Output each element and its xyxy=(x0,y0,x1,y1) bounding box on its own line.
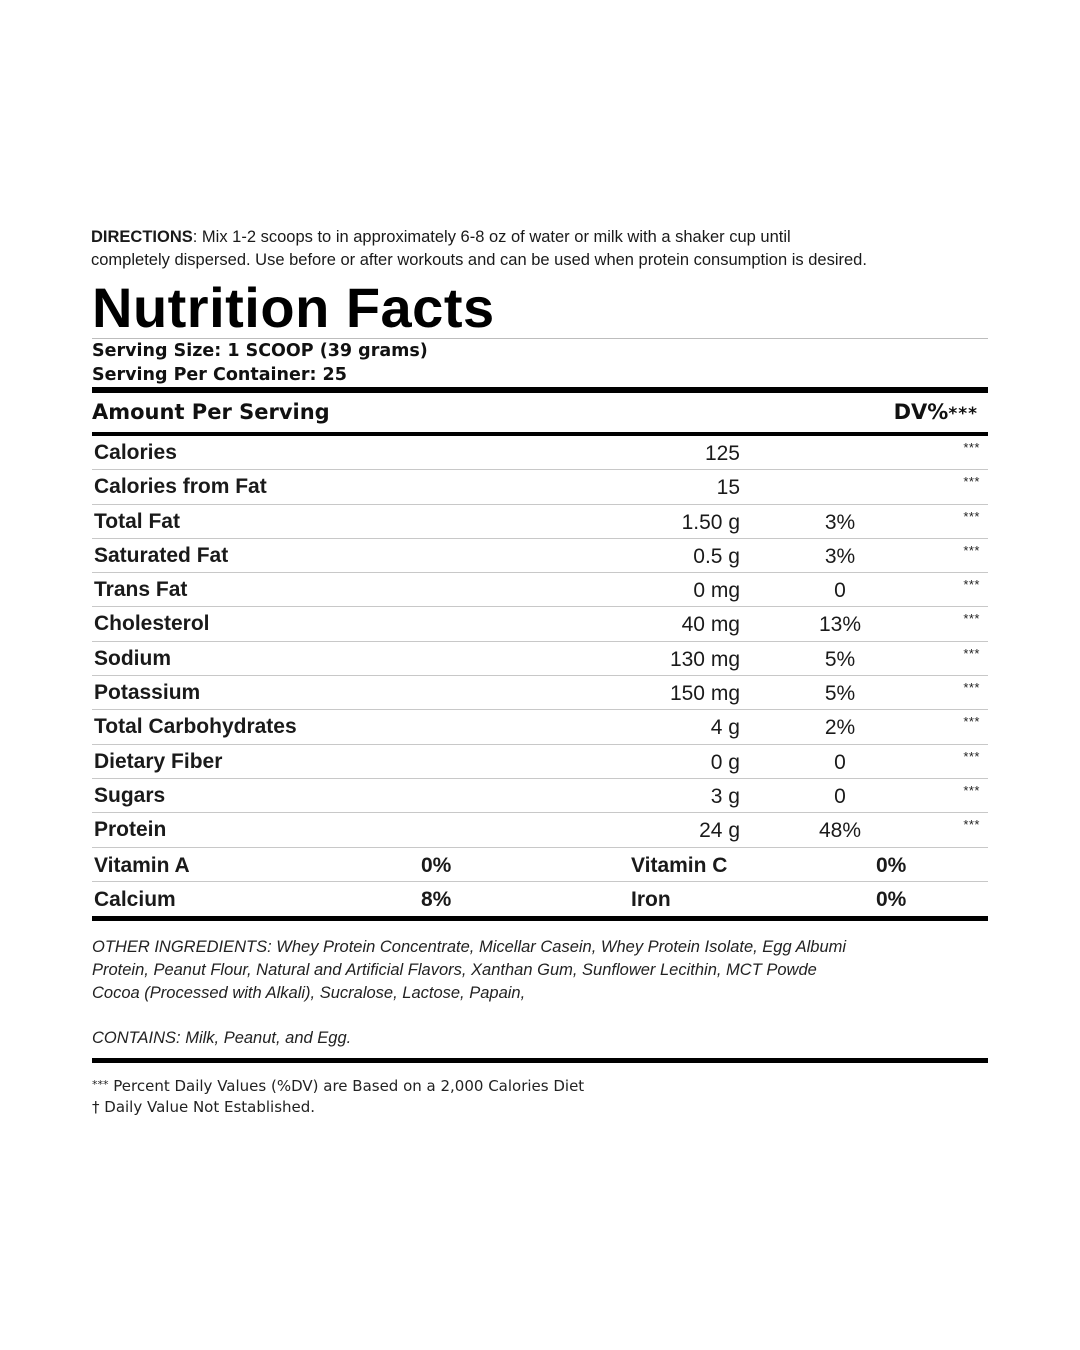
nutrient-name: Sugars xyxy=(94,783,166,807)
contains-allergens: CONTAINS: Milk, Peanut, and Egg. xyxy=(92,1028,352,1047)
dv-header xyxy=(894,400,978,424)
vitamin-left-name: Vitamin A xyxy=(94,853,190,877)
nutrient-name: Protein xyxy=(94,818,167,842)
nutrient-name: Sodium xyxy=(94,646,171,670)
nutrient-row xyxy=(92,505,988,539)
vitamin-row xyxy=(92,882,988,916)
nutrient-name: Cholesterol xyxy=(94,612,210,636)
nutrient-dv-note: *** xyxy=(963,542,980,558)
nutrient-dv: 0 xyxy=(834,784,846,808)
dv-footnote-stars: *** xyxy=(92,1077,109,1091)
nutrient-dv-note: *** xyxy=(963,748,980,764)
vitamin-row xyxy=(92,848,988,883)
nutrient-dv: 48% xyxy=(818,819,862,843)
supplement-label xyxy=(92,226,988,1118)
nutrient-amount: 0.5 g xyxy=(693,544,740,568)
nutrient-dv-note: *** xyxy=(963,577,980,593)
nutrient-amount: 0 g xyxy=(710,750,740,774)
nutrient-name: Calories from Fat xyxy=(94,475,267,499)
ingredients-line2: Protein, Peanut Flour, Natural and Artificial Flavors, Xanthan Gum, Sunflower Lecithin, MCT Powde xyxy=(92,960,817,979)
amount-per-serving-label: Amount Per Serving xyxy=(92,400,330,424)
nutrient-row xyxy=(92,470,988,504)
serving-size: Serving Size: 1 SCOOP (39 grams) xyxy=(92,341,428,361)
nutrient-name: Saturated Fat xyxy=(94,543,229,567)
nutrient-row xyxy=(92,676,988,710)
nutrient-dv-note: *** xyxy=(963,645,980,661)
vitamin-right-value: 0% xyxy=(876,853,907,877)
directions-line1: : Mix 1-2 scoops to in approximately 6-8 oz of water or milk with a shaker cup until xyxy=(192,228,791,246)
nutrient-amount: 130 mg xyxy=(669,647,740,671)
nutrient-amount: 3 g xyxy=(710,784,740,808)
directions-label: DIRECTIONS xyxy=(91,228,193,246)
nutrient-amount: 1.50 g xyxy=(681,510,740,534)
dv-header-label: DV% xyxy=(893,400,949,424)
nutrient-dv: 13% xyxy=(818,613,862,637)
nutrient-dv: 3% xyxy=(824,510,856,534)
thick-divider-bottom xyxy=(92,916,988,921)
dagger-footnote: † Daily Value Not Established. xyxy=(92,1097,316,1116)
dv-footnote-text: Percent Daily Values (%DV) are Based on a 2,000 Calories Diet xyxy=(108,1076,585,1095)
nutrient-row xyxy=(92,642,988,676)
nutrient-dv-note: *** xyxy=(963,440,980,455)
nutrient-dv-note: *** xyxy=(963,680,980,696)
nutrient-dv-note: *** xyxy=(963,714,980,730)
nutrient-amount: 125 xyxy=(704,442,740,465)
nutrient-name: Calories xyxy=(94,441,177,464)
nutrient-table xyxy=(92,436,988,848)
footnotes xyxy=(92,1074,988,1118)
vitamin-left-name: Calcium xyxy=(94,888,176,912)
nutrient-amount: 0 mg xyxy=(693,579,740,603)
nutrient-amount: 15 xyxy=(716,476,740,500)
nutrient-name: Potassium xyxy=(94,681,201,705)
ingredients-line3: Cocoa (Processed with Alkali), Sucralose, Lactose, Papain, xyxy=(92,983,526,1002)
nutrient-row xyxy=(92,710,988,744)
nutrient-row xyxy=(92,745,988,779)
amount-per-serving-header xyxy=(92,393,988,432)
vitamin-left-value: 0% xyxy=(421,853,452,877)
other-ingredients xyxy=(92,936,988,1005)
nutrient-dv-note: *** xyxy=(963,611,980,627)
nutrient-row xyxy=(92,779,988,813)
nutrient-row xyxy=(92,436,988,470)
nutrient-amount: 40 mg xyxy=(681,613,740,637)
directions-line2: completely dispersed. Use before or after workouts and can be used when protein consumption is desired. xyxy=(91,251,867,269)
vitamin-table xyxy=(92,848,988,916)
servings-per-container: Serving Per Container: 25 xyxy=(92,365,347,385)
nutrient-dv-note: *** xyxy=(963,817,980,833)
dv-footnote xyxy=(92,1074,988,1097)
nutrient-name: Total Carbohydrates xyxy=(94,715,297,739)
nutrient-name: Trans Fat xyxy=(94,578,188,602)
nutrient-dv: 0 xyxy=(834,579,846,603)
vitamin-right-name: Vitamin C xyxy=(631,853,728,877)
nutrient-dv: 0 xyxy=(834,750,846,774)
nutrient-amount: 4 g xyxy=(710,716,740,740)
vitamin-right-name: Iron xyxy=(631,888,671,912)
directions-text xyxy=(91,226,988,272)
nutrient-amount: 150 mg xyxy=(669,682,740,706)
nutrient-dv: 2% xyxy=(824,716,856,740)
thick-divider-footer xyxy=(92,1058,988,1063)
nutrient-name: Total Fat xyxy=(94,509,180,533)
serving-info xyxy=(92,339,988,387)
nutrition-facts-title: Nutrition Facts xyxy=(92,276,495,339)
vitamin-right-value: 0% xyxy=(876,888,907,912)
nutrient-dv-note: *** xyxy=(963,474,980,490)
nutrient-dv: 3% xyxy=(824,544,856,568)
nutrient-dv-note: *** xyxy=(963,782,980,798)
nutrient-row xyxy=(92,813,988,847)
nutrient-dv-note: *** xyxy=(963,508,980,524)
ingredients-line1: OTHER INGREDIENTS: Whey Protein Concentrate, Micellar Casein, Whey Protein Isolate, Egg Albumi xyxy=(92,937,847,956)
nutrient-name: Dietary Fiber xyxy=(94,749,223,773)
nutrient-dv: 5% xyxy=(824,647,856,671)
nutrient-row xyxy=(92,607,988,641)
nutrient-row xyxy=(92,539,988,573)
nutrient-amount: 24 g xyxy=(699,819,740,843)
vitamin-left-value: 8% xyxy=(421,888,452,912)
nutrient-dv: 5% xyxy=(824,682,856,706)
nutrient-row xyxy=(92,573,988,607)
dv-header-stars: *** xyxy=(948,404,978,424)
